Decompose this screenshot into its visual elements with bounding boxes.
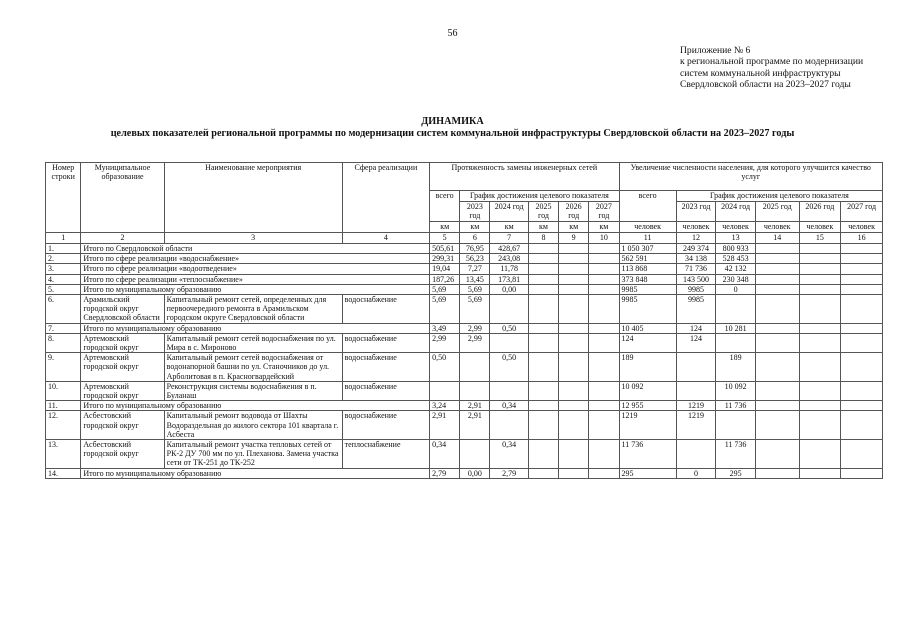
row-value — [528, 284, 558, 294]
row-summary-label: Итого по сфере реализации «водоотведение» — [81, 264, 430, 274]
row-number: 3. — [46, 264, 81, 274]
column-number: 16 — [841, 233, 883, 244]
row-value — [755, 401, 799, 411]
row-value — [841, 284, 883, 294]
appendix-line: к региональной программе по модернизации — [680, 56, 864, 68]
row-value — [676, 353, 716, 382]
column-number: 15 — [799, 233, 841, 244]
page-number: 56 — [447, 28, 458, 39]
table-row — [46, 254, 883, 264]
row-municipality: Асбестовский городской округ — [81, 411, 164, 440]
row-value — [755, 440, 799, 469]
row-value — [841, 323, 883, 333]
row-value: 113 868 — [619, 264, 676, 274]
unit-km: км — [559, 222, 589, 233]
row-value: 249 374 — [676, 244, 716, 254]
column-number: 10 — [589, 233, 619, 244]
unit-people: человек — [619, 222, 676, 233]
row-value: 9985 — [676, 295, 716, 324]
row-value: 0 — [676, 468, 716, 478]
unit-people: человек — [799, 222, 841, 233]
row-value: 0,34 — [430, 440, 460, 469]
row-value — [490, 295, 529, 324]
row-value: 76,95 — [460, 244, 490, 254]
row-value — [528, 353, 558, 382]
row-value — [528, 264, 558, 274]
row-value — [841, 411, 883, 440]
row-value — [589, 323, 619, 333]
row-value: 7,27 — [460, 264, 490, 274]
row-value — [716, 295, 756, 324]
row-measure: Капитальный ремонт сетей водоснабжения по ул. Мира в с. Мироново — [164, 333, 342, 352]
header-length-year: 2025 год — [528, 202, 558, 222]
row-municipality: Асбестовский городской округ — [81, 440, 164, 469]
row-value — [799, 468, 841, 478]
row-value: 10 092 — [716, 381, 756, 400]
row-value: 11 736 — [619, 440, 676, 469]
header-pop-total: всего — [619, 191, 676, 222]
row-number: 6. — [46, 295, 81, 324]
row-value — [799, 381, 841, 400]
table-row — [46, 264, 883, 274]
row-value — [589, 264, 619, 274]
row-value — [559, 401, 589, 411]
row-value — [755, 264, 799, 274]
row-value: 0 — [716, 284, 756, 294]
row-value — [589, 274, 619, 284]
header-length-group: Протяженность замены инженерных сетей — [430, 163, 619, 191]
header-sphere: Сфера реализации — [342, 163, 429, 233]
row-value: 187,26 — [430, 274, 460, 284]
row-value: 0,00 — [460, 468, 490, 478]
row-value — [799, 295, 841, 324]
row-value — [841, 295, 883, 324]
unit-km: км — [589, 222, 619, 233]
row-value — [559, 295, 589, 324]
row-value: 9985 — [619, 284, 676, 294]
row-value: 10 092 — [619, 381, 676, 400]
row-value — [841, 381, 883, 400]
header-pop-year: 2027 год — [841, 202, 883, 222]
column-number: 13 — [716, 233, 756, 244]
column-number: 8 — [528, 233, 558, 244]
row-value: 1219 — [619, 411, 676, 440]
row-value — [430, 381, 460, 400]
header-pop-year: 2025 год — [755, 202, 799, 222]
row-measure: Капитальный ремонт участка тепловых сетей от РК-2 ДУ 700 мм по ул. Плеханова. Замена участка сети от ТК-251 до ТК-252 — [164, 440, 342, 469]
row-value — [589, 401, 619, 411]
row-summary-label: Итого по муниципальному образованию — [81, 468, 430, 478]
row-value — [528, 274, 558, 284]
row-value: 295 — [619, 468, 676, 478]
row-value — [755, 274, 799, 284]
row-value: 5,69 — [430, 295, 460, 324]
row-value — [559, 411, 589, 440]
row-value — [460, 440, 490, 469]
row-value — [799, 284, 841, 294]
row-value: 562 591 — [619, 254, 676, 264]
row-value: 5,69 — [460, 295, 490, 324]
row-value: 2,79 — [430, 468, 460, 478]
table-row — [46, 295, 883, 324]
appendix-line: Приложение № 6 — [680, 45, 751, 56]
row-summary-label: Итого по муниципальному образованию — [81, 323, 430, 333]
row-value — [841, 274, 883, 284]
row-value: 505,61 — [430, 244, 460, 254]
row-number: 8. — [46, 333, 81, 352]
row-value: 10 281 — [716, 323, 756, 333]
unit-people: человек — [716, 222, 756, 233]
row-value — [799, 264, 841, 274]
header-pop-year: 2024 год — [716, 202, 756, 222]
row-value: 124 — [619, 333, 676, 352]
table-row — [46, 353, 883, 382]
column-number: 6 — [460, 233, 490, 244]
unit-km: км — [460, 222, 490, 233]
row-value: 5,69 — [430, 284, 460, 294]
row-value — [755, 468, 799, 478]
row-value: 3,49 — [430, 323, 460, 333]
row-value: 9985 — [676, 284, 716, 294]
row-measure: Капитальный ремонт сетей водоснабжения от водонапорной башни по ул. Станочников до ул. Арболитовая в п. Красногвардейский — [164, 353, 342, 382]
row-municipality: Артемовский городской округ — [81, 381, 164, 400]
unit-km: км — [528, 222, 558, 233]
row-value — [559, 333, 589, 352]
row-summary-label: Итого по сфере реализации «водоснабжение» — [81, 254, 430, 264]
row-value — [490, 333, 529, 352]
row-number: 11. — [46, 401, 81, 411]
row-number: 4. — [46, 274, 81, 284]
row-summary-label: Итого по муниципальному образованию — [81, 284, 430, 294]
row-value: 11 736 — [716, 440, 756, 469]
table-row — [46, 468, 883, 478]
column-number: 1 — [46, 233, 81, 244]
header-population-group: Увеличение численности населения, для которого улучшится качество услуг — [619, 163, 883, 191]
row-value: 0,34 — [490, 401, 529, 411]
row-value — [841, 254, 883, 264]
row-value — [799, 353, 841, 382]
header-pop-schedule: График достижения целевого показателя — [676, 191, 882, 202]
row-value — [755, 254, 799, 264]
row-value — [559, 284, 589, 294]
row-value — [799, 401, 841, 411]
row-value: 1 050 307 — [619, 244, 676, 254]
table-row — [46, 323, 883, 333]
column-number: 7 — [490, 233, 529, 244]
row-value — [528, 468, 558, 478]
row-value: 373 848 — [619, 274, 676, 284]
row-measure: Реконструкция системы водоснабжения в п. Буланаш — [164, 381, 342, 400]
row-value — [841, 264, 883, 274]
row-value: 428,67 — [490, 244, 529, 254]
row-value: 2,79 — [490, 468, 529, 478]
row-value: 3,24 — [430, 401, 460, 411]
row-value — [460, 353, 490, 382]
row-measure: Капитальный ремонт водовода от Шахты Водораздельная до жилого сектора 101 квартала г. Асбеста — [164, 411, 342, 440]
appendix-line: систем коммунальной инфраструктуры — [680, 67, 841, 79]
row-value: 9985 — [619, 295, 676, 324]
row-value — [799, 274, 841, 284]
row-value — [559, 440, 589, 469]
table-row — [46, 274, 883, 284]
row-value: 0,00 — [490, 284, 529, 294]
row-value: 71 736 — [676, 264, 716, 274]
row-value: 42 132 — [716, 264, 756, 274]
row-value: 295 — [716, 468, 756, 478]
row-value — [841, 468, 883, 478]
row-number: 7. — [46, 323, 81, 333]
row-number: 5. — [46, 284, 81, 294]
row-value: 1219 — [676, 401, 716, 411]
row-value: 2,99 — [460, 333, 490, 352]
table-row — [46, 244, 883, 254]
row-value — [589, 468, 619, 478]
row-number: 14. — [46, 468, 81, 478]
row-value — [589, 440, 619, 469]
table-row — [46, 381, 883, 400]
row-value — [490, 381, 529, 400]
document-title: ДИНАМИКА — [421, 116, 484, 127]
row-number: 9. — [46, 353, 81, 382]
row-municipality: Артемовский городской округ — [81, 333, 164, 352]
unit-people: человек — [755, 222, 799, 233]
row-value — [755, 411, 799, 440]
table-row — [46, 284, 883, 294]
row-sphere: водоснабжение — [342, 333, 429, 352]
row-value — [528, 323, 558, 333]
row-value — [755, 323, 799, 333]
row-value — [559, 254, 589, 264]
row-value: 2,91 — [430, 411, 460, 440]
row-value — [559, 381, 589, 400]
column-number: 2 — [81, 233, 164, 244]
row-value — [559, 244, 589, 254]
row-value — [528, 244, 558, 254]
row-value: 2,99 — [430, 333, 460, 352]
document-title-block — [0, 116, 905, 140]
row-value: 10 405 — [619, 323, 676, 333]
header-length-year: 2027 год — [589, 202, 619, 222]
row-value: 12 955 — [619, 401, 676, 411]
row-value — [490, 411, 529, 440]
row-value — [755, 333, 799, 352]
row-value: 243,08 — [490, 254, 529, 264]
row-value: 11,78 — [490, 264, 529, 274]
column-number: 9 — [559, 233, 589, 244]
indicators-table — [45, 162, 883, 479]
table-row — [46, 440, 883, 469]
row-sphere: водоснабжение — [342, 381, 429, 400]
row-value: 173,81 — [490, 274, 529, 284]
header-row-number: Номер строки — [46, 163, 81, 233]
row-value: 124 — [676, 323, 716, 333]
appendix-note — [680, 45, 863, 91]
row-value — [841, 333, 883, 352]
header-length-year: 2026 год — [559, 202, 589, 222]
row-value — [559, 468, 589, 478]
row-value: 0,50 — [490, 353, 529, 382]
row-value: 189 — [619, 353, 676, 382]
header-measure: Наименование мероприятия — [164, 163, 342, 233]
row-value — [559, 274, 589, 284]
unit-km: км — [430, 222, 460, 233]
row-value — [755, 381, 799, 400]
row-value: 230 348 — [716, 274, 756, 284]
row-value: 34 138 — [676, 254, 716, 264]
header-length-total: всего — [430, 191, 460, 222]
unit-people: человек — [841, 222, 883, 233]
column-number: 3 — [164, 233, 342, 244]
row-value — [528, 295, 558, 324]
row-number: 1. — [46, 244, 81, 254]
row-value — [676, 440, 716, 469]
row-value — [589, 284, 619, 294]
row-value: 2,91 — [460, 411, 490, 440]
row-value — [559, 353, 589, 382]
row-sphere: водоснабжение — [342, 411, 429, 440]
row-value — [589, 295, 619, 324]
row-number: 2. — [46, 254, 81, 264]
row-value: 5,69 — [460, 284, 490, 294]
row-number: 12. — [46, 411, 81, 440]
row-value — [676, 381, 716, 400]
header-pop-year: 2023 год — [676, 202, 716, 222]
row-value — [716, 333, 756, 352]
row-value: 124 — [676, 333, 716, 352]
row-number: 10. — [46, 381, 81, 400]
row-value — [841, 440, 883, 469]
row-value — [841, 244, 883, 254]
row-sphere: водоснабжение — [342, 353, 429, 382]
row-value — [799, 333, 841, 352]
row-value — [799, 411, 841, 440]
row-number: 13. — [46, 440, 81, 469]
row-value — [559, 264, 589, 274]
row-value — [589, 244, 619, 254]
row-value — [799, 254, 841, 264]
document-subtitle: целевых показателей региональной программы по модернизации систем коммунальной инфраструктуры Свердловской области на 2023–2027 годы — [110, 128, 795, 139]
row-value: 2,99 — [460, 323, 490, 333]
row-sphere: водоснабжение — [342, 295, 429, 324]
row-value — [589, 411, 619, 440]
row-measure: Капитальный ремонт сетей, определенных для первоочередного ремонта в Арамильском городском округе Свердловской области — [164, 295, 342, 324]
row-value — [841, 401, 883, 411]
row-value: 11 736 — [716, 401, 756, 411]
row-value: 189 — [716, 353, 756, 382]
unit-km: км — [490, 222, 529, 233]
row-value — [755, 244, 799, 254]
column-number: 11 — [619, 233, 676, 244]
row-value — [559, 323, 589, 333]
header-length-year: 2024 год — [490, 202, 529, 222]
table-row — [46, 411, 883, 440]
row-value — [528, 333, 558, 352]
row-summary-label: Итого по муниципальному образованию — [81, 401, 430, 411]
row-value — [799, 440, 841, 469]
row-value — [755, 284, 799, 294]
row-value — [528, 440, 558, 469]
row-summary-label: Итого по сфере реализации «теплоснабжение» — [81, 274, 430, 284]
header-length-year: 2023 год — [460, 202, 490, 222]
row-municipality: Арамильский городской округ Свердловской области — [81, 295, 164, 324]
row-value: 528 453 — [716, 254, 756, 264]
row-value — [528, 254, 558, 264]
row-value: 299,31 — [430, 254, 460, 264]
row-value: 0,50 — [430, 353, 460, 382]
row-value — [589, 381, 619, 400]
row-value — [589, 353, 619, 382]
row-value — [799, 323, 841, 333]
column-number: 14 — [755, 233, 799, 244]
row-sphere: теплоснабжение — [342, 440, 429, 469]
row-value — [460, 381, 490, 400]
row-value — [755, 353, 799, 382]
row-value — [799, 244, 841, 254]
row-value: 13,45 — [460, 274, 490, 284]
row-value: 0,50 — [490, 323, 529, 333]
row-value — [841, 353, 883, 382]
row-value — [528, 411, 558, 440]
row-value — [755, 295, 799, 324]
header-length-schedule: График достижения целевого показателя — [460, 191, 619, 202]
row-value: 56,23 — [460, 254, 490, 264]
column-number: 12 — [676, 233, 716, 244]
header-pop-year: 2026 год — [799, 202, 841, 222]
column-number: 5 — [430, 233, 460, 244]
row-value: 143 500 — [676, 274, 716, 284]
header-municipality: Муниципальное образование — [81, 163, 164, 233]
row-value — [528, 381, 558, 400]
appendix-line: Свердловской области на 2023–2027 годы — [680, 79, 851, 91]
table-row — [46, 401, 883, 411]
unit-people: человек — [676, 222, 716, 233]
row-value — [589, 254, 619, 264]
row-value — [589, 333, 619, 352]
column-number: 4 — [342, 233, 429, 244]
row-value — [716, 411, 756, 440]
row-value: 800 933 — [716, 244, 756, 254]
row-summary-label: Итого по Свердловской области — [81, 244, 430, 254]
row-value: 0,34 — [490, 440, 529, 469]
row-municipality: Артемовский городской округ — [81, 353, 164, 382]
table-row — [46, 333, 883, 352]
row-value: 1219 — [676, 411, 716, 440]
row-value: 19,04 — [430, 264, 460, 274]
row-value — [528, 401, 558, 411]
row-value: 2,91 — [460, 401, 490, 411]
